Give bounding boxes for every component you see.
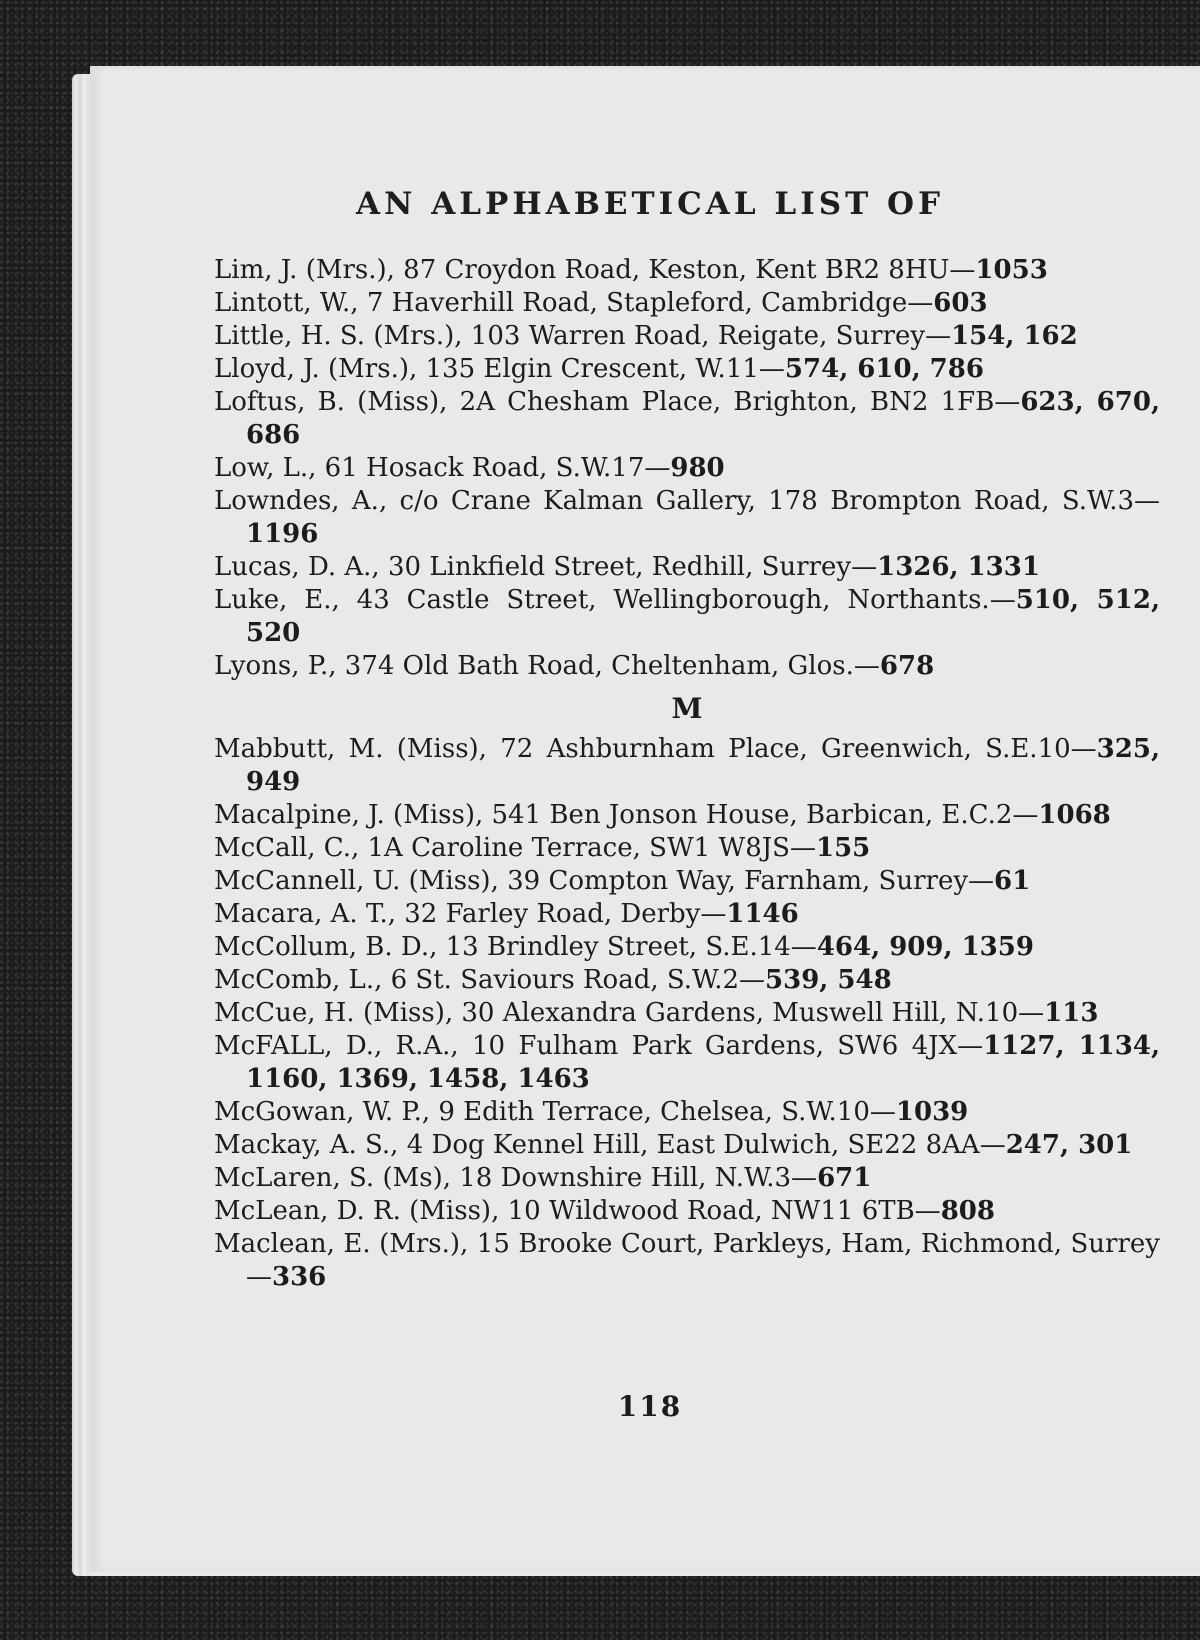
- entry-page-refs: 247, 301: [1005, 1130, 1133, 1160]
- entry-address: Lloyd, J. (Mrs.), 135 Elgin Crescent, W.11—: [214, 354, 785, 384]
- entry-page-refs: 154, 162: [951, 321, 1078, 351]
- entry-address: Little, H. S. (Mrs.), 103 Warren Road, Reigate, Surrey—: [214, 321, 952, 351]
- list-entry: [214, 485, 1160, 551]
- entry-page-refs: 1196: [246, 519, 319, 549]
- entry-page-refs: 113: [1044, 998, 1099, 1028]
- entry-address: Lowndes, A., c/o Crane Kalman Gallery, 178 Brompton Road, S.W.3—: [214, 486, 1160, 516]
- entry-address: Luke, E., 43 Castle Street, Wellingborough, Northants.—: [214, 585, 1016, 615]
- entry-address: Maclean, E. (Mrs.), 15 Brooke Court, Parkleys, Ham, Richmond, Surrey—: [214, 1229, 1160, 1292]
- entry-page-refs: 1146: [726, 899, 799, 929]
- entry-page-refs: 980: [670, 453, 725, 483]
- entry-address: Macalpine, J. (Miss), 541 Ben Jonson House, Barbican, E.C.2—: [214, 800, 1039, 830]
- list-entry: [214, 931, 1160, 964]
- list-entry: [214, 1030, 1160, 1096]
- entry-address: Lim, J. (Mrs.), 87 Croydon Road, Keston, Kent BR2 8HU—: [214, 255, 976, 285]
- entry-address: Low, L., 61 Hosack Road, S.W.17—: [214, 453, 671, 483]
- entry-address: McCannell, U. (Miss), 39 Compton Way, Farnham, Surrey—: [214, 866, 995, 896]
- entry-page-refs: 1326, 1331: [877, 552, 1040, 582]
- list-entry: [214, 650, 1160, 683]
- entry-address: Loftus, B. (Miss), 2A Chesham Place, Brighton, BN2 1FB—: [214, 387, 1021, 417]
- entry-page-refs: 325, 949: [246, 734, 1160, 797]
- entry-page-refs: 678: [879, 651, 935, 681]
- entry-page-refs: 1127, 1134, 1160, 1369, 1458, 1463: [246, 1031, 1160, 1094]
- list-entry: [214, 1195, 1160, 1228]
- entry-address: Lyons, P., 374 Old Bath Road, Cheltenham, Glos.—: [214, 651, 880, 681]
- list-entry: [214, 1096, 1160, 1129]
- entry-address: McCall, C., 1A Caroline Terrace, SW1 W8JS—: [214, 833, 816, 863]
- list-entry: [214, 551, 1160, 584]
- list-entry: [214, 452, 1160, 485]
- entry-address: McGowan, W. P., 9 Edith Terrace, Chelsea, S.W.10—: [214, 1097, 896, 1127]
- list-entry: [214, 997, 1160, 1030]
- entry-address: Lucas, D. A., 30 Linkfield Street, Redhill, Surrey—: [214, 552, 878, 582]
- entry-address: Mabbutt, M. (Miss), 72 Ashburnham Place, Greenwich, S.E.10—: [214, 734, 1097, 764]
- entry-page-refs: 155: [815, 833, 871, 863]
- list-entry: [214, 832, 1160, 865]
- section-letter: M: [671, 692, 703, 725]
- list-entry: [214, 353, 1160, 386]
- page-heading: AN ALPHABETICAL LIST OF: [356, 186, 944, 222]
- entry-address: Lintott, W., 7 Haverhill Road, Stapleford, Cambridge—: [214, 288, 934, 318]
- entry-address: McLean, D. R. (Miss), 10 Wildwood Road, NW11 6TB—: [214, 1196, 941, 1226]
- entry-page-refs: 808: [940, 1196, 995, 1226]
- entry-page-refs: 671: [817, 1163, 872, 1193]
- entry-address: McCue, H. (Miss), 30 Alexandra Gardens, Muswell Hill, N.10—: [214, 998, 1045, 1028]
- entry-page-refs: 623, 670, 686: [246, 387, 1160, 450]
- entry-page-refs: 1053: [975, 255, 1048, 285]
- entry-address: McFALL, D., R.A., 10 Fulham Park Gardens, SW6 4JX—: [214, 1031, 984, 1061]
- entry-address: McComb, L., 6 St. Saviours Road, S.W.2—: [214, 965, 766, 995]
- entry-page-refs: 1068: [1038, 800, 1111, 830]
- list-entry: [214, 254, 1160, 287]
- entry-page-refs: 539, 548: [765, 965, 892, 995]
- book-page: [90, 66, 1200, 1572]
- list-entry: [214, 1228, 1160, 1294]
- page-number: 118: [617, 1390, 683, 1423]
- entry-page-refs: 1039: [895, 1097, 969, 1127]
- entry-address: McCollum, B. D., 13 Brindley Street, S.E.14—: [214, 932, 817, 962]
- entry-address: McLaren, S. (Ms), 18 Downshire Hill, N.W.3—: [214, 1163, 818, 1193]
- list-entry: [214, 964, 1160, 997]
- entries-section-m: [214, 733, 1160, 1294]
- entry-page-refs: 336: [272, 1262, 327, 1292]
- list-entry: [214, 584, 1160, 650]
- list-entry: [214, 320, 1160, 353]
- entry-page-refs: 464, 909, 1359: [816, 932, 1034, 962]
- entry-address: Mackay, A. S., 4 Dog Kennel Hill, East Dulwich, SE22 8AA—: [214, 1130, 1006, 1160]
- list-entry: [214, 1162, 1160, 1195]
- list-entry: [214, 898, 1160, 931]
- list-entry: [214, 386, 1160, 452]
- entry-page-refs: 510, 512, 520: [246, 585, 1161, 648]
- entry-page-refs: 603: [933, 288, 988, 318]
- entry-page-refs: 574, 610, 786: [784, 354, 984, 384]
- list-entry: [214, 1129, 1160, 1162]
- list-entry: [214, 733, 1160, 799]
- entry-page-refs: 61: [994, 866, 1031, 896]
- entry-address: Macara, A. T., 32 Farley Road, Derby—: [214, 899, 727, 929]
- list-entry: [214, 287, 1160, 320]
- entries-section-l: [214, 254, 1160, 683]
- entry-list: [214, 254, 1160, 1294]
- list-entry: [214, 865, 1160, 898]
- list-entry: [214, 799, 1160, 832]
